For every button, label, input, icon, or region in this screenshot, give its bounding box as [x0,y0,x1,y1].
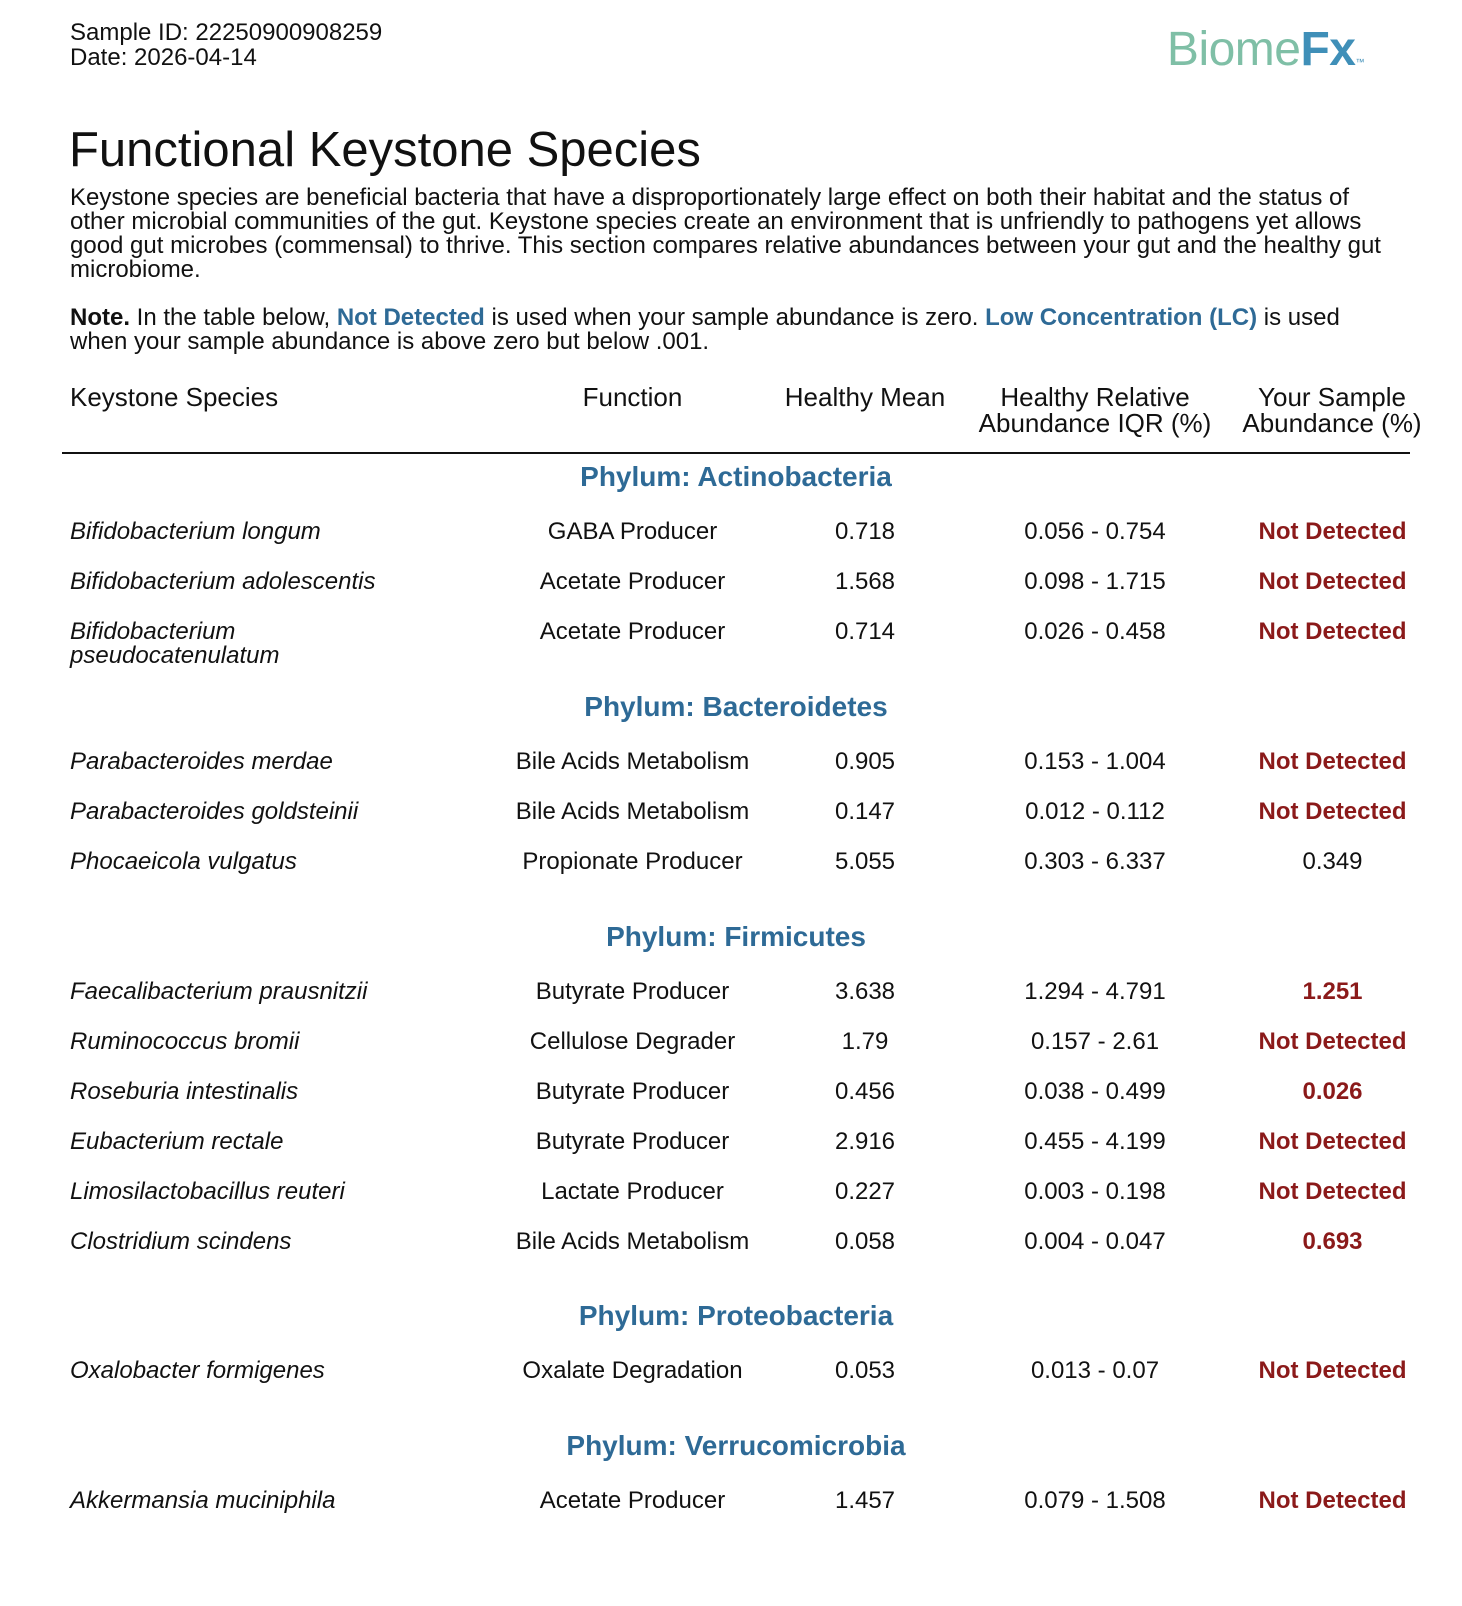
col-header-iqr-line1: Healthy Relative [1000,382,1190,412]
iqr-cell: 0.038 - 0.499 [1024,1078,1166,1105]
healthy-mean-cell: 1.79 [841,1028,889,1055]
function-cell: Acetate Producer [539,568,726,595]
sample-abundance-cell: Not Detected [1258,1178,1407,1205]
healthy-mean-cell: 0.714 [834,618,896,645]
table-row [62,618,1410,669]
iqr-cell: 0.079 - 1.508 [1024,1487,1166,1514]
phylum-heading: Phylum: Proteobacteria [578,1300,894,1331]
col-header-iqr-line2: Abundance IQR (%) [978,408,1212,438]
table-row [62,1080,1410,1110]
healthy-mean-cell: 0.905 [834,748,896,775]
iqr-cell: 0.012 - 0.112 [1025,798,1165,825]
sample-abundance-cell: Not Detected [1258,798,1407,825]
function-cell: Acetate Producer [539,1487,726,1514]
note-paragraph [70,306,1400,354]
species-name: Eubacterium rectale [70,1128,284,1155]
phylum-heading: Phylum: Bacteroidetes [584,691,888,722]
table-row [62,1489,1410,1519]
species-name: Limosilactobacillus reuteri [70,1178,345,1205]
sample-abundance-cell: Not Detected [1258,1487,1407,1514]
phylum-heading: Phylum: Verrucomicrobia [566,1430,906,1461]
iqr-cell: 0.004 - 0.047 [1024,1228,1166,1255]
table-row [62,1030,1410,1060]
function-cell: Acetate Producer [539,618,726,645]
function-cell: Butyrate Producer [535,978,730,1005]
species-name: Clostridium scindens [70,1228,292,1255]
note-not-detected: Not Detected [336,304,485,331]
table-header [62,382,1422,454]
logo-trademark: ™ [1355,57,1364,67]
species-name: Ruminococcus bromii [70,1028,300,1055]
healthy-mean-cell: 0.456 [834,1078,896,1105]
logo-part-fx: Fx [1300,23,1356,76]
col-header-healthy-mean: Healthy Mean [784,382,946,412]
species-name: Faecalibacterium prausnitzii [70,978,368,1005]
table-row [62,980,1410,1010]
note-text-1: In the table below, [130,304,337,331]
phylum-heading: Phylum: Actinobacteria [580,461,892,492]
sample-abundance-cell: Not Detected [1258,1028,1407,1055]
healthy-mean-cell: 1.457 [834,1487,896,1514]
healthy-mean-cell: 2.916 [834,1128,896,1155]
healthy-mean-cell: 0.227 [834,1178,896,1205]
table-row [62,850,1410,880]
species-name: Bifidobacterium adolescentis [70,568,376,595]
healthy-mean-cell: 0.058 [834,1228,896,1255]
sample-id: Sample ID: 22250900908259 [70,19,383,46]
function-cell: Oxalate Degradation [522,1357,743,1384]
species-name: Bifidobacterium pseudocatenulatum [70,618,280,669]
function-cell: Propionate Producer [522,848,743,875]
species-name: Bifidobacterium longum [70,518,321,545]
note-text-2: is used when your sample abundance is zero. [484,304,986,331]
table-row [62,750,1410,780]
sample-abundance-cell: 0.349 [1302,848,1363,875]
iqr-cell: 1.294 - 4.791 [1024,978,1166,1005]
biomefx-logo [1167,22,1364,90]
page-title: Functional Keystone Species [69,123,701,177]
function-cell: GABA Producer [547,518,718,545]
healthy-mean-cell: 5.055 [834,848,896,875]
col-header-species: Keystone Species [70,382,279,412]
sample-abundance-cell: 1.251 [1302,978,1363,1005]
note-label: Note. [70,304,130,331]
iqr-cell: 0.003 - 0.198 [1024,1178,1166,1205]
iqr-cell: 0.056 - 0.754 [1024,518,1166,545]
species-name: Phocaeicola vulgatus [70,848,297,875]
note-text-3: is used when your sample abundance is above zero but below .001. [70,304,1340,355]
species-name: Parabacteroides merdae [70,748,333,775]
healthy-mean-cell: 0.147 [834,798,896,825]
col-header-sample-line2: Abundance (%) [1242,408,1422,438]
healthy-mean-cell: 1.568 [834,568,896,595]
sample-abundance-cell: Not Detected [1258,1357,1407,1384]
table-row [62,1180,1410,1210]
species-name: Akkermansia muciniphila [70,1487,336,1514]
phylum-heading: Phylum: Firmicutes [606,921,866,952]
iqr-cell: 0.013 - 0.07 [1030,1357,1160,1384]
function-cell: Bile Acids Metabolism [515,1228,750,1255]
iqr-cell: 0.157 - 2.61 [1030,1028,1160,1055]
function-cell: Lactate Producer [541,1178,724,1205]
table-row [62,800,1410,830]
note-low-concentration: Low Concentration (LC) [985,304,1258,331]
function-cell: Bile Acids Metabolism [515,748,750,775]
function-cell: Cellulose Degrader [529,1028,736,1055]
function-cell: Bile Acids Metabolism [515,798,750,825]
sample-abundance-cell: Not Detected [1258,748,1407,775]
species-name: Parabacteroides goldsteinii [70,798,359,825]
sample-abundance-cell: Not Detected [1258,618,1407,645]
table-row [62,1130,1410,1160]
col-header-function: Function [582,382,683,412]
sample-abundance-cell: 0.026 [1302,1078,1363,1105]
col-header-sample [1142,384,1462,436]
sample-abundance-cell: 0.693 [1302,1228,1363,1255]
species-name: Oxalobacter formigenes [70,1357,325,1384]
function-cell: Butyrate Producer [535,1078,730,1105]
table-row [62,520,1410,550]
iqr-cell: 0.026 - 0.458 [1024,618,1166,645]
logo-part-biome: Biome [1166,23,1301,76]
healthy-mean-cell: 0.718 [834,518,896,545]
healthy-mean-cell: 0.053 [834,1357,896,1384]
iqr-cell: 0.098 - 1.715 [1024,568,1166,595]
sample-abundance-cell: Not Detected [1258,568,1407,595]
species-name: Roseburia intestinalis [70,1078,299,1105]
function-cell: Butyrate Producer [535,1128,730,1155]
healthy-mean-cell: 3.638 [834,978,896,1005]
col-header-sample-line1: Your Sample [1258,382,1406,412]
sample-abundance-cell: Not Detected [1258,518,1407,545]
intro-paragraph: Keystone species are beneficial bacteria that have a disproportionately large effect on both their habitat and the status of other microbial communities of the gut. Keystone species create an environment that is unfriendly to pathogens yet allows good gut microbes (commensal) to thrive. This section compares relative abundances between your gut and the healthy gut microbiome. [70,184,1381,283]
sample-meta [70,20,382,70]
table-row [62,1359,1410,1389]
iqr-cell: 0.303 - 6.337 [1024,848,1166,875]
iqr-cell: 0.455 - 4.199 [1024,1128,1166,1155]
iqr-cell: 0.153 - 1.004 [1024,748,1166,775]
table-row [62,1230,1410,1260]
sample-date: Date: 2026-04-14 [70,44,257,71]
table-row [62,570,1410,600]
sample-abundance-cell: Not Detected [1258,1128,1407,1155]
